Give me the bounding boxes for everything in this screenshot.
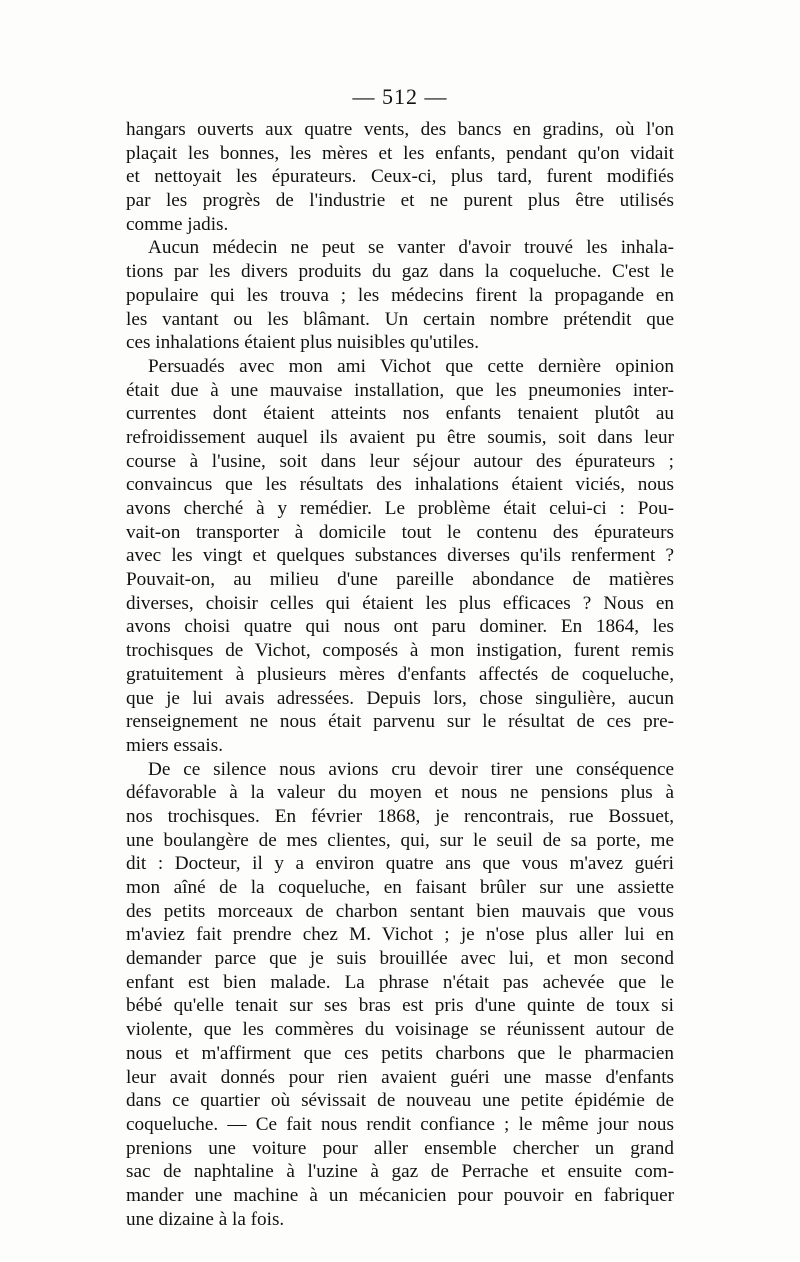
text-line: que je lui avais adressées. Depuis lors, chose singulière, aucun xyxy=(126,687,674,709)
text-line: une boulangère de mes clientes, qui, sur le seuil de sa porte, me xyxy=(126,829,674,851)
text-line: coqueluche. — Ce fait nous rendit confiance ; le même jour nous xyxy=(126,1113,674,1135)
text-line: diverses, choisir celles qui étaient les plus efficaces ? Nous en xyxy=(126,592,674,614)
text-line: une dizaine à la fois. xyxy=(126,1208,285,1230)
paragraph xyxy=(126,236,674,354)
text-line: nos trochisques. En février 1868, je rencontrais, rue Bossuet, xyxy=(126,805,674,827)
text-line: course à l'usine, soit dans leur séjour autour des épurateurs ; xyxy=(126,450,674,472)
body-text xyxy=(126,118,674,1231)
text-line: plaçait les bonnes, les mères et les enfants, pendant qu'on vidait xyxy=(126,142,674,164)
paragraph xyxy=(126,118,674,236)
text-line: trochisques de Vichot, composés à mon instigation, furent remis xyxy=(126,640,674,662)
text-line: populaire qui les trouva ; les médecins firent la propagande en xyxy=(126,284,674,306)
text-line: Aucun médecin ne peut se vanter d'avoir trouvé les inhala- xyxy=(148,237,674,259)
text-line: sac de naphtaline à l'uzine à gaz de Perrache et ensuite com- xyxy=(126,1161,674,1183)
text-line: gratuitement à plusieurs mères d'enfants affectés de coqueluche, xyxy=(126,663,674,685)
text-line: et nettoyait les épurateurs. Ceux-ci, plus tard, furent modifiés xyxy=(126,166,674,188)
text-line: comme jadis. xyxy=(126,213,229,235)
text-line: m'aviez fait prendre chez M. Vichot ; je n'ose plus aller lui en xyxy=(126,924,674,946)
text-line: vait-on transporter à domicile tout le contenu des épurateurs xyxy=(126,521,674,543)
text-line: demander parce que je suis brouillée avec lui, et mon second xyxy=(126,948,674,970)
text-line: les vantant ou les blâmant. Un certain nombre prétendit que xyxy=(126,308,674,330)
text-line: refroidissement auquel ils avaient pu être soumis, soit dans leur xyxy=(126,426,674,448)
text-line: prenions une voiture pour aller ensemble chercher un grand xyxy=(126,1137,674,1159)
text-line: bébé qu'elle tenait sur ses bras est pris d'une quinte de toux si xyxy=(126,995,674,1017)
text-line: violente, que les commères du voisinage se réunissent autour de xyxy=(126,1019,674,1041)
text-line: enfant est bien malade. La phrase n'était pas achevée que le xyxy=(126,971,674,993)
text-line: défavorable à la valeur du moyen et nous ne pensions plus à xyxy=(126,782,674,804)
text-line: dans ce quartier où sévissait de nouveau une petite épidémie de xyxy=(126,1090,674,1112)
page-number: — 512 — xyxy=(352,84,448,109)
text-line: avons cherché à y remédier. Le problème était celui-ci : Pou- xyxy=(126,498,674,519)
text-line: nous et m'affirment que ces petits charbons que le pharmacien xyxy=(126,1042,674,1064)
text-line: mon aîné de la coqueluche, en faisant brûler sur une assiette xyxy=(126,877,674,898)
text-line: était due à une mauvaise installation, que les pneumonies inter- xyxy=(126,379,674,401)
text-line: currentes dont étaient atteints nos enfants tenaient plutôt au xyxy=(126,403,674,425)
text-line: ces inhalations étaient plus nuisibles qu'utiles. xyxy=(126,332,480,354)
paragraph xyxy=(126,758,674,1232)
text-line: mander une machine à un mécanicien pour pouvoir en fabriquer xyxy=(126,1184,674,1206)
text-line: Persuadés avec mon ami Vichot que cette dernière opinion xyxy=(148,355,674,377)
paragraph xyxy=(126,355,674,758)
text-line: par les progrès de l'industrie et ne purent plus être utilisés xyxy=(126,190,674,212)
text-line: Pouvait-on, au milieu d'une pareille abondance de matières xyxy=(126,569,674,591)
text-line: renseignement ne nous était parvenu sur le résultat de ces pre- xyxy=(126,711,674,733)
text-line: hangars ouverts aux quatre vents, des bancs en gradins, où l'on xyxy=(126,119,674,140)
text-line: des petits morceaux de charbon sentant bien mauvais que vous xyxy=(126,900,674,922)
text-line: dit : Docteur, il y a environ quatre ans que vous m'avez guéri xyxy=(126,853,674,875)
text-line: miers essais. xyxy=(126,734,223,756)
text-line: avec les vingt et quelques substances diverses qu'ils renferment ? xyxy=(126,545,674,567)
text-line: avons choisi quatre qui nous ont paru dominer. En 1864, les xyxy=(126,616,674,638)
text-line: tions par les divers produits du gaz dans la coqueluche. C'est le xyxy=(126,261,674,283)
text-line: leur avait donnés pour rien avaient guéri une masse d'enfants xyxy=(126,1066,674,1088)
text-line: De ce silence nous avions cru devoir tirer une conséquence xyxy=(148,758,674,780)
text-line: convaincus que les résultats des inhalations étaient viciés, nous xyxy=(126,474,674,496)
